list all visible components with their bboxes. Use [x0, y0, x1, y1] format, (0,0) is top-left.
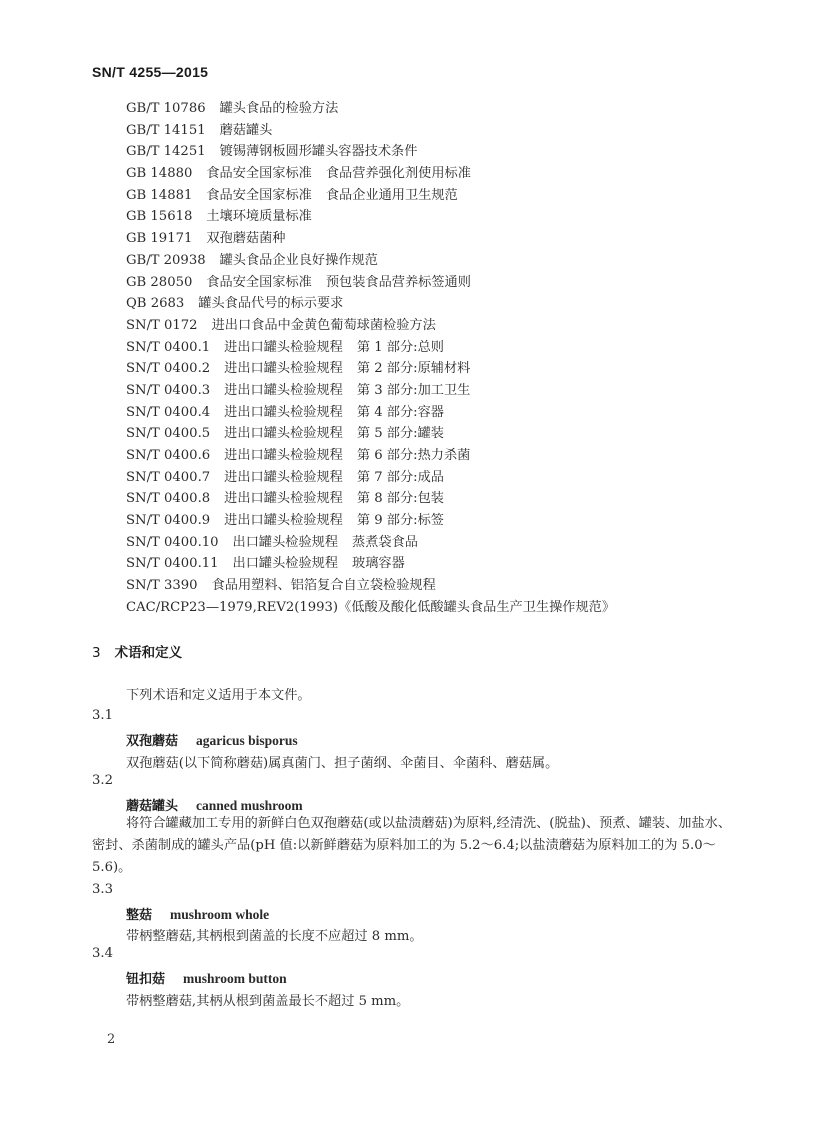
reference-title: 进出口罐头检验规程 [224, 382, 343, 398]
term-en: mushroom button [183, 971, 287, 986]
section-intro: 下列术语和定义适用于本文件。 [126, 688, 311, 703]
reference-title: 进出口罐头检验规程 [224, 361, 343, 377]
reference-title: 进出口罐头检验规程 [224, 404, 343, 420]
term-definition: 双孢蘑菇(以下简称蘑菇)属真菌门、担子菌纲、伞菌目、伞菌科、蘑菇属。 [126, 756, 559, 771]
reference-item [126, 445, 766, 467]
normative-references-list [126, 98, 766, 619]
reference-code: GB 28050 [126, 274, 193, 290]
reference-item [126, 272, 766, 294]
reference-item [126, 597, 766, 619]
reference-code: GB/T 20938 [126, 252, 206, 268]
reference-code: SN/T 0172 [126, 317, 198, 333]
term-heading [126, 795, 303, 814]
term-number: 3.1 [92, 708, 113, 723]
reference-item [126, 488, 766, 510]
reference-title: 双孢蘑菇菌种 [206, 231, 286, 247]
reference-item [126, 293, 766, 315]
reference-item [126, 250, 766, 272]
reference-title: 土壤环境质量标准 [206, 209, 312, 225]
reference-code: GB 15618 [126, 209, 193, 225]
section-number: 3 [92, 645, 101, 661]
reference-item [126, 423, 766, 445]
reference-code: SN/T 0400.2 [126, 361, 211, 377]
term-heading [126, 904, 269, 923]
reference-subtitle: 第 7 部分:成品 [356, 469, 444, 485]
reference-title: 出口罐头检验规程 [232, 556, 339, 572]
term-en: mushroom whole [170, 907, 270, 922]
reference-code: SN/T 0400.10 [126, 534, 219, 550]
reference-code: GB/T 14151 [126, 122, 206, 138]
term-zh: 双孢蘑菇 [126, 734, 179, 749]
reference-title: 食品安全国家标准 [206, 274, 312, 290]
reference-subtitle: 第 6 部分:热力杀菌 [356, 448, 471, 463]
reference-code: GB/T 14251 [126, 144, 206, 160]
reference-subtitle: 玻璃容器 [352, 556, 405, 572]
reference-item [126, 337, 766, 359]
reference-code: QB 2683 [126, 296, 185, 312]
reference-item [126, 98, 766, 120]
reference-code: SN/T 0400.5 [126, 426, 211, 442]
reference-title: 进出口罐头检验规程 [224, 448, 343, 463]
reference-item [126, 532, 766, 554]
section-heading [92, 641, 182, 661]
reference-item [126, 358, 766, 380]
reference-subtitle: 第 2 部分:原辅材料 [356, 361, 471, 377]
reference-code: SN/T 0400.8 [126, 491, 211, 507]
reference-title: 食品安全国家标准 [206, 166, 312, 182]
reference-item [126, 163, 766, 185]
reference-item [126, 120, 766, 142]
reference-item [126, 141, 766, 163]
section-title: 术语和定义 [114, 645, 183, 661]
page-number: 2 [107, 1032, 116, 1047]
term-en: agaricus bisporus [196, 733, 298, 748]
reference-code: CAC/RCP23—1979,REV2(1993)《低酸及酸化低酸罐头食品生产卫生操作规范》 [126, 599, 616, 615]
term-definition: 带柄整蘑菇,其柄从根到菌盖最长不超过 5 mm。 [126, 994, 410, 1009]
term-definition: 带柄整蘑菇,其柄根到菌盖的长度不应超过 8 mm。 [126, 929, 423, 944]
reference-item [126, 315, 766, 337]
reference-title: 进出口罐头检验规程 [224, 469, 343, 485]
reference-code: SN/T 0400.4 [126, 404, 211, 420]
reference-item [126, 185, 766, 207]
reference-item [126, 380, 766, 402]
reference-code: GB/T 10786 [126, 101, 206, 116]
reference-item [126, 553, 766, 575]
reference-subtitle: 第 5 部分:罐装 [356, 426, 444, 442]
reference-subtitle: 第 4 部分:容器 [356, 404, 444, 420]
term-number: 3.4 [92, 946, 113, 961]
reference-subtitle: 食品企业通用卫生规范 [325, 187, 458, 203]
reference-item [126, 467, 766, 489]
reference-item [126, 510, 766, 532]
reference-code: GB 14880 [126, 166, 193, 182]
term-heading [126, 968, 287, 987]
reference-title: 出口罐头检验规程 [232, 534, 339, 550]
reference-item [126, 206, 766, 228]
term-number: 3.2 [92, 773, 113, 788]
reference-subtitle: 蒸煮袋食品 [352, 534, 418, 550]
reference-code: GB 19171 [126, 231, 193, 247]
reference-title: 进出口罐头检验规程 [224, 339, 343, 355]
reference-code: SN/T 0400.11 [126, 556, 219, 572]
reference-subtitle: 第 9 部分:标签 [356, 513, 444, 529]
reference-title: 进出口罐头检验规程 [224, 426, 343, 442]
reference-code: SN/T 0400.9 [126, 513, 211, 529]
term-zh: 蘑菇罐头 [126, 799, 179, 814]
reference-code: SN/T 0400.7 [126, 469, 211, 485]
term-zh: 钮扣菇 [126, 972, 166, 987]
reference-subtitle: 食品营养强化剂使用标准 [325, 166, 471, 182]
reference-code: GB 14881 [126, 187, 193, 203]
reference-title: 食品用塑料、铝箔复合自立袋检验规程 [211, 578, 436, 594]
reference-item [126, 575, 766, 597]
standard-header: SN/T 4255—2015 [92, 64, 209, 80]
term-en: canned mushroom [196, 798, 303, 813]
reference-code: SN/T 0400.3 [126, 382, 211, 398]
reference-subtitle: 第 3 部分:加工卫生 [356, 382, 471, 398]
reference-title: 罐头食品企业良好操作规范 [219, 252, 378, 268]
reference-title: 食品安全国家标准 [206, 187, 312, 203]
reference-item [126, 228, 766, 250]
reference-code: SN/T 3390 [126, 578, 198, 594]
reference-subtitle: 预包装食品营养标签通则 [325, 274, 471, 290]
reference-subtitle: 第 8 部分:包装 [356, 491, 444, 507]
reference-title: 罐头食品的检验方法 [219, 101, 339, 116]
term-definition: 将符合罐藏加工专用的新鲜白色双孢蘑菇(或以盐渍蘑菇)为原料,经清洗、(脱盐)、预煮、罐装、加盐水、密封、杀菌制成的罐头产品(pH 值:以新鲜蘑菇为原料加工的为 5.2～6.4;以盐渍蘑菇为原料加工的为 5.0～5.6)。 [92, 816, 732, 875]
term-number: 3.3 [92, 882, 113, 897]
reference-code: SN/T 0400.6 [126, 448, 211, 463]
reference-title: 镀锡薄钢板圆形罐头容器技术条件 [219, 144, 418, 160]
reference-code: SN/T 0400.1 [126, 339, 211, 355]
term-zh: 整菇 [126, 908, 153, 923]
reference-subtitle: 第 1 部分:总则 [356, 339, 444, 355]
reference-title: 进出口罐头检验规程 [224, 491, 343, 507]
reference-item [126, 402, 766, 424]
reference-title: 进出口罐头检验规程 [224, 513, 343, 529]
reference-title: 蘑菇罐头 [219, 122, 273, 138]
term-heading [126, 730, 298, 749]
reference-title: 罐头食品代号的标示要求 [198, 296, 344, 312]
reference-title: 进出口食品中金黄色葡萄球菌检验方法 [211, 317, 436, 333]
